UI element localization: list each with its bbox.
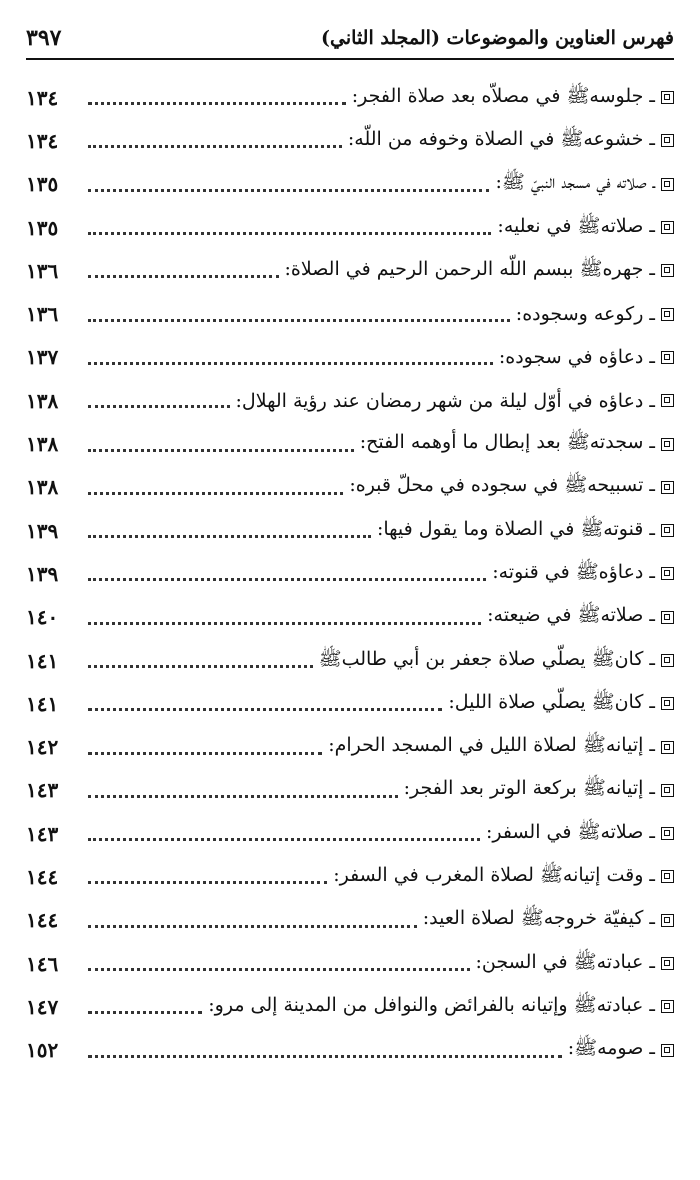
toc-entry-title: ـ ركوعه وسجوده:	[515, 303, 655, 326]
toc-entry	[26, 639, 674, 682]
toc-entry-page: ١٤٦	[26, 951, 59, 976]
dot-leader	[88, 232, 491, 235]
toc-entry-title: ـ كانﷺ يصلّي صلاة الليل:	[448, 690, 655, 713]
dot-leader	[88, 752, 322, 755]
toc-entry	[26, 509, 674, 552]
dot-leader	[88, 189, 489, 192]
toc-entry	[26, 76, 674, 119]
toc-entry-title: ـ صلاتهﷺ في نعليه:	[497, 214, 655, 237]
dot-leader	[88, 492, 343, 495]
square-bullet-icon	[661, 134, 674, 147]
toc-entry-title: ـ كيفيّة خروجهﷺ لصلاة العيد:	[422, 907, 655, 930]
toc-entry-title: ـ دعاؤهﷺ في قنوته:	[492, 560, 655, 583]
toc-entry-page: ١٤٤	[26, 908, 59, 933]
toc-entry	[26, 336, 674, 379]
toc-entry-page: ١٤٤	[26, 864, 59, 889]
toc-entry-title: ـ صلاتهﷺ في السفر:	[485, 820, 655, 843]
dot-leader	[88, 319, 510, 322]
square-bullet-icon	[661, 438, 674, 451]
square-bullet-icon	[661, 957, 674, 970]
toc-entry-page: ١٣٦	[26, 258, 59, 283]
toc-entry-page: ١٥٢	[26, 1038, 59, 1063]
square-bullet-icon	[661, 870, 674, 883]
toc-entry-title: ـ إتيانهﷺ بركعة الوتر بعد الفجر:	[403, 777, 655, 800]
toc-entry	[26, 379, 674, 422]
toc-entry-title: ـ وقت إتيانهﷺ لصلاة المغرب في السفر:	[333, 863, 655, 886]
toc-entry	[26, 466, 674, 509]
toc-entry	[26, 682, 674, 725]
dot-leader	[88, 102, 346, 105]
toc-entry	[26, 942, 674, 985]
dot-leader	[88, 925, 417, 928]
dot-leader	[88, 275, 279, 278]
toc-entry	[26, 1029, 674, 1072]
toc-entry	[26, 292, 674, 335]
square-bullet-icon	[661, 351, 674, 364]
toc-entry	[26, 596, 674, 639]
toc-entry-page: ١٣٦	[26, 302, 59, 327]
toc-entry-page: ١٣٨	[26, 475, 59, 500]
square-bullet-icon	[661, 827, 674, 840]
toc-entry-page: ١٣٥	[26, 215, 59, 240]
toc-entry-title: ـ سجدتهﷺ بعد إبطال ما أوهمه الفتح:	[359, 431, 655, 454]
square-bullet-icon	[661, 654, 674, 667]
dot-leader	[88, 665, 313, 668]
toc-entry	[26, 206, 674, 249]
square-bullet-icon	[661, 178, 674, 191]
running-title: فهرس العناوين والموضوعات (المجلد الثاني)	[321, 27, 674, 49]
dot-leader	[88, 535, 371, 538]
toc-entry-title: ـ إتيانهﷺ لصلاة الليل في المسجد الحرام:	[328, 734, 655, 757]
toc-entry-title: ـ صومهﷺ:	[567, 1037, 655, 1060]
toc-entry-page: ١٣٤	[26, 128, 59, 153]
dot-leader	[88, 881, 327, 884]
toc-entry-page: ١٤٧	[26, 994, 59, 1019]
toc-entry-page: ١٣٩	[26, 518, 59, 543]
toc-entry-title: ـ جهرهﷺ ببسم اللّه الرحمن الرحيم في الصلاة:	[284, 257, 655, 280]
toc-entry-page: ١٤٠	[26, 605, 59, 630]
square-bullet-icon	[661, 308, 674, 321]
dot-leader	[88, 578, 486, 581]
square-bullet-icon	[661, 567, 674, 580]
square-bullet-icon	[661, 264, 674, 277]
toc-entry-page: ١٣٥	[26, 172, 59, 197]
toc-entry-page: ١٣٨	[26, 388, 59, 413]
dot-leader	[88, 622, 481, 625]
dot-leader	[88, 838, 480, 841]
toc-entry-title: ـ دعاؤه في أوّل ليلة من شهر رمضان عند رؤية الهلال:	[235, 389, 655, 412]
toc-entry-page: ١٤١	[26, 691, 59, 716]
square-bullet-icon	[661, 697, 674, 710]
square-bullet-icon	[661, 91, 674, 104]
toc-entry-page: ١٤١	[26, 648, 59, 673]
toc-entry-title: ـ عبادتهﷺ وإتيانه بالفرائض والنوافل من المدينة إلى مرو:	[208, 993, 655, 1016]
toc-entry-page: ١٣٩	[26, 561, 59, 586]
toc-entry-page: ١٣٨	[26, 432, 59, 457]
square-bullet-icon	[661, 394, 674, 407]
toc-entry-title: ـ تسبيحهﷺ في سجوده في محلّ قبره:	[349, 474, 655, 497]
square-bullet-icon	[661, 611, 674, 624]
toc-entry	[26, 769, 674, 812]
toc-entry-title: ـ صلاته في مسجد النبيّ ﷺ:	[495, 171, 655, 194]
toc-entry	[26, 552, 674, 595]
square-bullet-icon	[661, 524, 674, 537]
toc-entry	[26, 725, 674, 768]
dot-leader	[88, 449, 354, 452]
toc-entry	[26, 422, 674, 465]
toc-entry-page: ١٣٤	[26, 85, 59, 110]
toc-entry-title: ـ كانﷺ يصلّي صلاة جعفر بن أبي طالبﷺ	[318, 647, 655, 670]
toc-entry	[26, 855, 674, 898]
dot-leader	[88, 405, 230, 408]
square-bullet-icon	[661, 221, 674, 234]
square-bullet-icon	[661, 1044, 674, 1057]
page-header	[26, 18, 674, 60]
toc-entry-title: ـ دعاؤه في سجوده:	[498, 346, 655, 369]
page-number: ٣٩٧	[26, 25, 62, 51]
dot-leader	[88, 1011, 202, 1014]
toc-entry-title: ـ خشوعهﷺ في الصلاة وخوفه من اللّه:	[347, 127, 655, 150]
square-bullet-icon	[661, 481, 674, 494]
dot-leader	[88, 795, 398, 798]
toc-entry	[26, 119, 674, 162]
toc-entry	[26, 985, 674, 1028]
dot-leader	[88, 968, 470, 971]
dot-leader	[88, 708, 442, 711]
toc-entry	[26, 249, 674, 292]
toc-entry-page: ١٤٣	[26, 778, 59, 803]
toc-entry-page: ١٤٢	[26, 735, 59, 760]
toc-entry-title: ـ قنوتهﷺ في الصلاة وما يقول فيها:	[376, 517, 655, 540]
toc-entry-page: ١٣٧	[26, 345, 59, 370]
toc-entry	[26, 163, 674, 206]
square-bullet-icon	[661, 914, 674, 927]
toc-entry-page: ١٤٣	[26, 821, 59, 846]
toc-entry	[26, 812, 674, 855]
toc-entry-title: ـ جلوسهﷺ في مصلاّه بعد صلاة الفجر:	[351, 84, 655, 107]
square-bullet-icon	[661, 741, 674, 754]
toc-entry-title: ـ صلاتهﷺ في ضيعته:	[487, 604, 655, 627]
square-bullet-icon	[661, 784, 674, 797]
dot-leader	[88, 1055, 562, 1058]
toc-entry	[26, 899, 674, 942]
toc-entry-title: ـ عبادتهﷺ في السجن:	[475, 950, 655, 973]
dot-leader	[88, 145, 342, 148]
table-of-contents	[26, 76, 674, 1072]
dot-leader	[88, 362, 493, 365]
square-bullet-icon	[661, 1000, 674, 1013]
